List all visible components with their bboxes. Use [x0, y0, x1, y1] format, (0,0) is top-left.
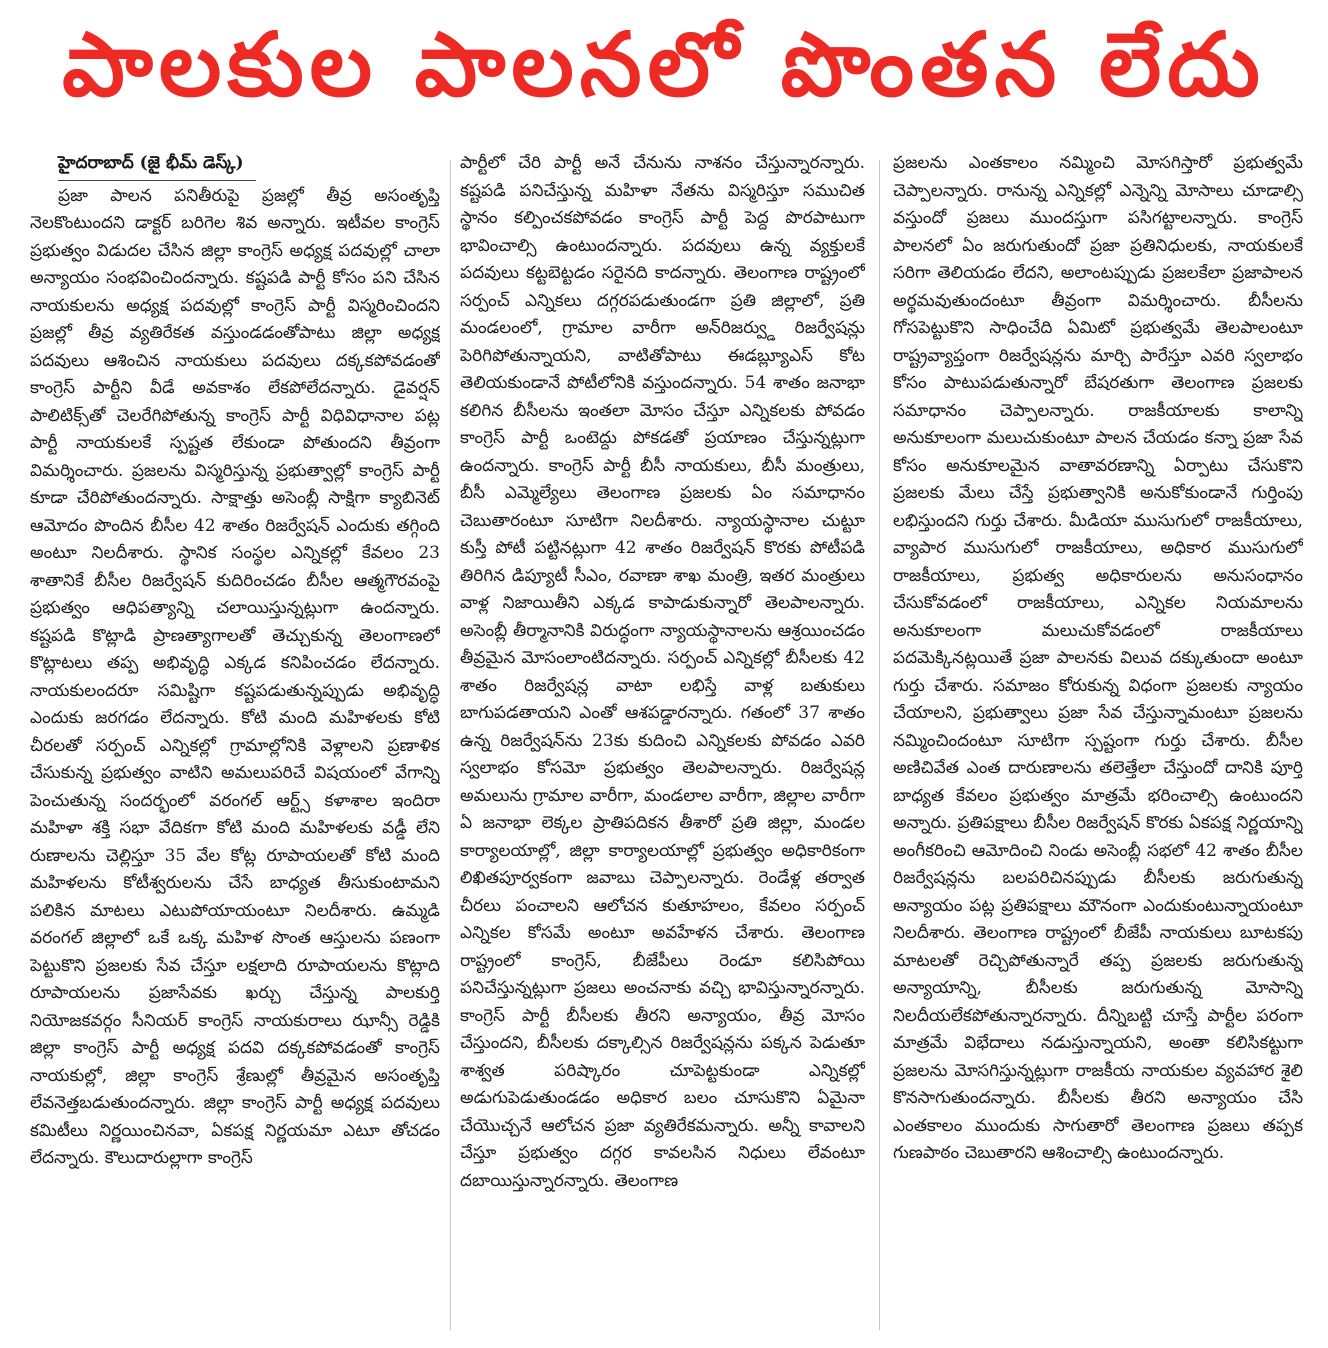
article-column-2 [460, 150, 865, 1340]
headline: పాలకుల పాలనలో పొంతన లేదు [62, 12, 1266, 116]
column-divider [879, 160, 880, 1330]
article-text-column-2: పార్టీలో చేరి పార్టీ అనే చేనును నాశనం చేస్తున్నారన్నారు. కష్టపడి పనిచేస్తున్న మహిళా నేతను విస్మరిస్తూ సముచిత స్థానం కల్పించకపోవడం కాంగ్రెస్ పార్టీ పెద్ద పొరపాటుగా భావించాల్సి ఉంటుందన్నారు. పదవులు ఉన్న వ్యక్తులకే పదవులు కట్టబెట్టడం సరైనది కాదన్నారు. తెలంగాణ రాష్ట్రంలో సర్పంచ్ ఎన్నికలు దగ్గరపడుతుండగా ప్రతి జిల్లాలో, ప్రతి మండలంలో, గ్రామాల వారీగా అన్‌రిజర్వ్డు రిజర్వేషన్లు పెరిగిపోతున్నాయని, వాటితోపాటు ఈడబ్ల్యూఎస్ కోట తెలియకుండానే పోటీలోనికి వస్తుందన్నారు. 54 శాతం జనాభా కలిగిన బీసీలను ఇంతలా మోసం చేస్తూ ఎన్నికలకు పోవడం కాంగ్రెస్ పార్టీ ఒంటెద్దు పోకడతో ప్రయాణం చేస్తున్నట్లుగా ఉందన్నారు. కాంగ్రెస్ పార్టీ బీసీ నాయకులు, బీసీ మంత్రులు, బీసీ ఎమ్మెల్యేలు తెలంగాణ ప్రజలకు ఏం సమాధానం చెబుతారంటూ సూటిగా నిలదీశారు. న్యాయస్థానాల చుట్టూ కుస్తీ పోటీ పట్టినట్లుగా 42 శాతం రిజర్వేషన్ కొరకు పోటీపడి తిరిగిన డిప్యూటీ సీఎం, రవాణా శాఖ మంత్రి, ఇతర మంత్రులు వాళ్ల నిజాయితీని ఎక్కడ కాపాడుకున్నారో తెలపాలన్నారు. అసెంబ్లీ తీర్మానానికి విరుద్ధంగా న్యాయస్థానాలను ఆశ్రయించడం తీవ్రమైన మోసంలాంటిదన్నారు. సర్పంచ్ ఎన్నికల్లో బీసీలకు 42 శాతం రిజర్వేషన్ల వాటా లభిస్తే వాళ్ల బతుకులు బాగుపడతాయని ఎంతో ఆశపడ్డారన్నారు. గతంలో 37 శాతం ఉన్న రిజర్వేషన్‌ను 23కు కుదించి ఎన్నికలకు పోవడం ఎవరి స్వలాభం కోసమో ప్రభుత్వం తెలపాలన్నారు. రిజర్వేషన్ల అమలును గ్రామాల వారీగా, మండలాల వారీగా, జిల్లాల వారీగా ఏ జనాభా లెక్కల ప్రాతిపదికన తీశారో ప్రతి జిల్లా, మండల కార్యాలయాల్లో, జిల్లా కార్యాలయాల్లో ప్రభుత్వం అధికారికంగా లిఖితపూర్వకంగా జవాబు చెప్పాలన్నారు. రెండేళ్ల తర్వాత చీరలు పంచాలని ఆలోచన కుతూహలం, కేవలం సర్పంచ్ ఎన్నికల కోసమే అంటూ అవహేళన చేశారు. తెలంగాణ రాష్ట్రంలో కాంగ్రెస్, బీజేపీలు రెండూ కలిసిపోయి పనిచేస్తున్నట్లుగా ప్రజలు అంచనాకు వచ్చి భావిస్తున్నారన్నారు. కాంగ్రెస్ పార్టీ బీసీలకు తీరని అన్యాయం, తీవ్ర మోసం చేస్తుందని, బీసీలకు దక్కాల్సిన రిజర్వేషన్లను పక్కన పెడుతూ శాశ్వత పరిష్కారం చూపెట్టకుండా ఎన్నికల్లో అడుగుపెడుతుండడం అధికార బలం చూసుకొని ఏమైనా చేయొచ్చనే ఆలోచన ప్రజా వ్యతిరేకమన్నారు. అన్నీ కావాలని చేస్తూ ప్రభుత్వం దగ్గర కావలసిన నిధులు లేవంటూ దబాయిస్తున్నారన్నారు. తెలంగాణ [460, 153, 865, 1191]
article-text-column-3: ప్రజలను ఎంతకాలం నమ్మించి మోసగిస్తారో ప్రభుత్వమే చెప్పాలన్నారు. రానున్న ఎన్నికల్లో ఎన్నెన్ని మోసాలు చూడాల్సి వస్తుందో ప్రజలు ముందస్తుగా పసిగట్టాలన్నారు. కాంగ్రెస్ పాలనలో ఏం జరుగుతుందో ప్రజా ప్రతినిధులకు, నాయకులకే సరిగా తెలియడం లేదని, అలాంటప్పుడు ప్రజలకేలా ప్రజాపాలన అర్థమవుతుందంటూ తీవ్రంగా విమర్శించారు. బీసీలను గోసపెట్టుకొని సాధించేది ఏమిటో ప్రభుత్వమే తెలపాలంటూ రాష్ట్రవ్యాప్తంగా రిజర్వేషన్లను మార్చి పారేస్తూ ఎవరి స్వలాభం కోసం పాటుపడుతున్నారో బేషరతుగా తెలంగాణ ప్రజలకు సమాధానం చెప్పాలన్నారు. రాజకీయాలకు కాలాన్ని అనుకూలంగా మలుచుకుంటూ పాలన చేయడం కన్నా ప్రజా సేవ కోసం అనుకూలమైన వాతావరణాన్ని ఏర్పాటు చేసుకొని ప్రజలకు మేలు చేస్తే ప్రభుత్వానికి అనుకోకుండానే గుర్తింపు లభిస్తుందని గుర్తు చేశారు. మీడియా ముసుగులో రాజకీయాలు, వ్యాపార ముసుగులో రాజకీయాలు, అధికార ముసుగులో రాజకీయాలు, ప్రభుత్వ అధికారులను అనుసంధానం చేసుకోవడంలో రాజకీయాలు, ఎన్నికల నియమాలను అనుకూలంగా మలుచుకోవడంలో రాజకీయాలు పదమెక్కినట్లయితే ప్రజా పాలనకు విలువ దక్కుతుందా అంటూ గుర్తు చేశారు. సమాజం కోరుకున్న విధంగా ప్రజలకు న్యాయం చేయాలని, ప్రభుత్వాలు ప్రజా సేవ చేస్తున్నామంటూ ప్రజలను నమ్మించిందంటూ సూటిగా స్పష్టంగా గుర్తు చేశారు. బీసీల అణిచివేత ఎంత దారుణాలను తలెత్తేలా చేస్తుందో దానికి పూర్తి బాధ్యత కేవలం ప్రభుత్వం మాత్రమే భరించాల్సి ఉంటుందని అన్నారు. ప్రతిపక్షాలు బీసీల రిజర్వేషన్ కొరకు ఏకపక్ష నిర్ణయాన్ని అంగీకరించి ఆమోదించి నిండు అసెంబ్లీ సభలో 42 శాతం బీసీల రిజర్వేషన్లను బలపరిచినప్పుడు బీసీలకు జరుగుతున్న అన్యాయం పట్ల ప్రతిపక్షాలు మౌనంగా ఎందుకుంటున్నాయంటూ నిలదీశారు. తెలంగాణ రాష్ట్రంలో బీజేపీ నాయకులు బూటకపు మాటలతో రెచ్చిపోతున్నారే తప్ప ప్రజలకు జరుగుతున్న అన్యాయాన్ని, బీసీలకు జరుగుతున్న మోసాన్ని నిలదీయలేకపోతున్నారన్నారు. దీన్నిబట్టి చూస్తే పార్టీల పరంగా మాత్రమే విభేదాలు నడుస్తున్నాయని, అంతా కలిసికట్టుగా ప్రజలను మోసగిస్తున్నట్లుగా రాజకీయ నాయకుల వ్యవహార శైలి కొనసాగుతుందన్నారు. బీసీలకు తీరని అన్యాయం చేసి ఎంతకాలం ముందుకు సాగుతారో తెలంగాణ ప్రజలు తప్పక గుణపాఠం చెబుతారని ఆశించాల్సి ఉంటుందన్నారు. [893, 153, 1303, 1163]
dateline: హైదరాబాద్ (జై భీమ్ డెస్క్) [58, 150, 256, 181]
column-divider [450, 160, 451, 1330]
article-column-3 [893, 150, 1303, 1340]
article-column-1 [30, 150, 440, 1340]
article-text-column-1: ప్రజా పాలన పనితీరుపై ప్రజల్లో తీవ్ర అసంతృప్తి నెలకొంటుందని డాక్టర్ బరిగెల శివ అన్నారు. ఇటీవల కాంగ్రెస్ ప్రభుత్వం విడుదల చేసిన జిల్లా కాంగ్రెస్ అధ్యక్ష పదవుల్లో చాలా అన్యాయం సంభవించిందన్నారు. కష్టపడి పార్టీ కోసం పని చేసిన నాయకులను అధ్యక్ష పదవుల్లో కాంగ్రెస్ పార్టీ విస్మరించిందని ప్రజల్లో తీవ్ర వ్యతిరేకత వస్తుండడంతోపాటు జిల్లా అధ్యక్ష పదవులు ఆశించిన నాయకులు పదవులు దక్కకపోవడంతో కాంగ్రెస్ పార్టీని వీడే అవకాశం లేకపోలేదన్నారు. డైవర్షన్ పాలిటిక్స్‌తో చెలరేగిపోతున్న కాంగ్రెస్ పార్టీ విధివిధానాల పట్ల పార్టీ నాయకులకే స్పష్టత లేకుండా పోతుందని తీవ్రంగా విమర్శించారు. ప్రజలను విస్మరిస్తున్న ప్రభుత్వాల్లో కాంగ్రెస్ పార్టీ కూడా చేరిపోతుందన్నారు. సాక్షాత్తు అసెంబ్లీ సాక్షిగా క్యాబినెట్ ఆమోదం పొందిన బీసీల 42 శాతం రిజర్వేషన్ ఎందుకు తగ్గింది అంటూ నిలదీశారు. స్థానిక సంస్థల ఎన్నికల్లో కేవలం 23 శాతానికే బీసీల రిజర్వేషన్ కుదిరించడం బీసీల ఆత్మగౌరవంపై ప్రభుత్వం ఆధిపత్యాన్ని చలాయిస్తున్నట్లుగా ఉందన్నారు. కష్టపడి కొట్లాడి ప్రాణత్యాగాలతో తెచ్చుకున్న తెలంగాణలో కొట్లాటలు తప్ప అభివృద్ధి ఎక్కడ కనిపించడం లేదన్నారు. నాయకులందరూ సమిష్టిగా కష్టపడుతున్నప్పుడు అభివృద్ధి ఎందుకు జరగడం లేదన్నారు. కోటి మంది మహిళలకు కోటి చీరలతో సర్పంచ్ ఎన్నికల్లో గ్రామాల్లోనికి వెళ్లాలని ప్రణాళిక చేసుకున్న ప్రభుత్వం వాటిని అమలుపరిచే విషయంలో వేగాన్ని పెంచుతున్న సందర్భంలో వరంగల్ ఆర్ట్స్ కళాశాల ఇందిరా మహిళా శక్తి సభా వేదికగా కోటి మంది మహిళలకు వడ్డీ లేని రుణాలను చెల్లిస్తూ 35 వేల కోట్ల రూపాయలతో కోటి మంది మహిళలను కోటీశ్వరులను చేసే బాధ్యత తీసుకుంటామని పలికిన మాటలు ఎటుపోయాయంటూ నిలదీశారు. ఉమ్మడి వరంగల్ జిల్లాలో ఒకే ఒక్క మహిళ సొంత ఆస్తులను పణంగా పెట్టుకొని ప్రజలకు సేవ చేస్తూ లక్షలాది రూపాయలను కొట్లాది రూపాయలను ప్రజాసేవకు ఖర్చు చేస్తున్న పాలకుర్తి నియోజకవర్గం సీనియర్ కాంగ్రెస్ నాయకురాలు ఝాన్సీ రెడ్డికి జిల్లా కాంగ్రెస్ పార్టీ అధ్యక్ష పదవి దక్కకపోవడంతో కాంగ్రెస్ నాయకుల్లో, జిల్లా కాంగ్రెస్ శ్రేణుల్లో తీవ్రమైన అసంతృప్తి లేవనెత్తబడుతుందన్నారు. జిల్లా కాంగ్రెస్ పార్టీ అధ్యక్ష పదవులు కమిటీలు నిర్ణయించినవా, ఏకపక్ష నిర్ణయమా ఎటూ తోచడం లేదన్నారు. కౌలుదారుల్లాగా కాంగ్రెస్ [30, 185, 440, 1168]
